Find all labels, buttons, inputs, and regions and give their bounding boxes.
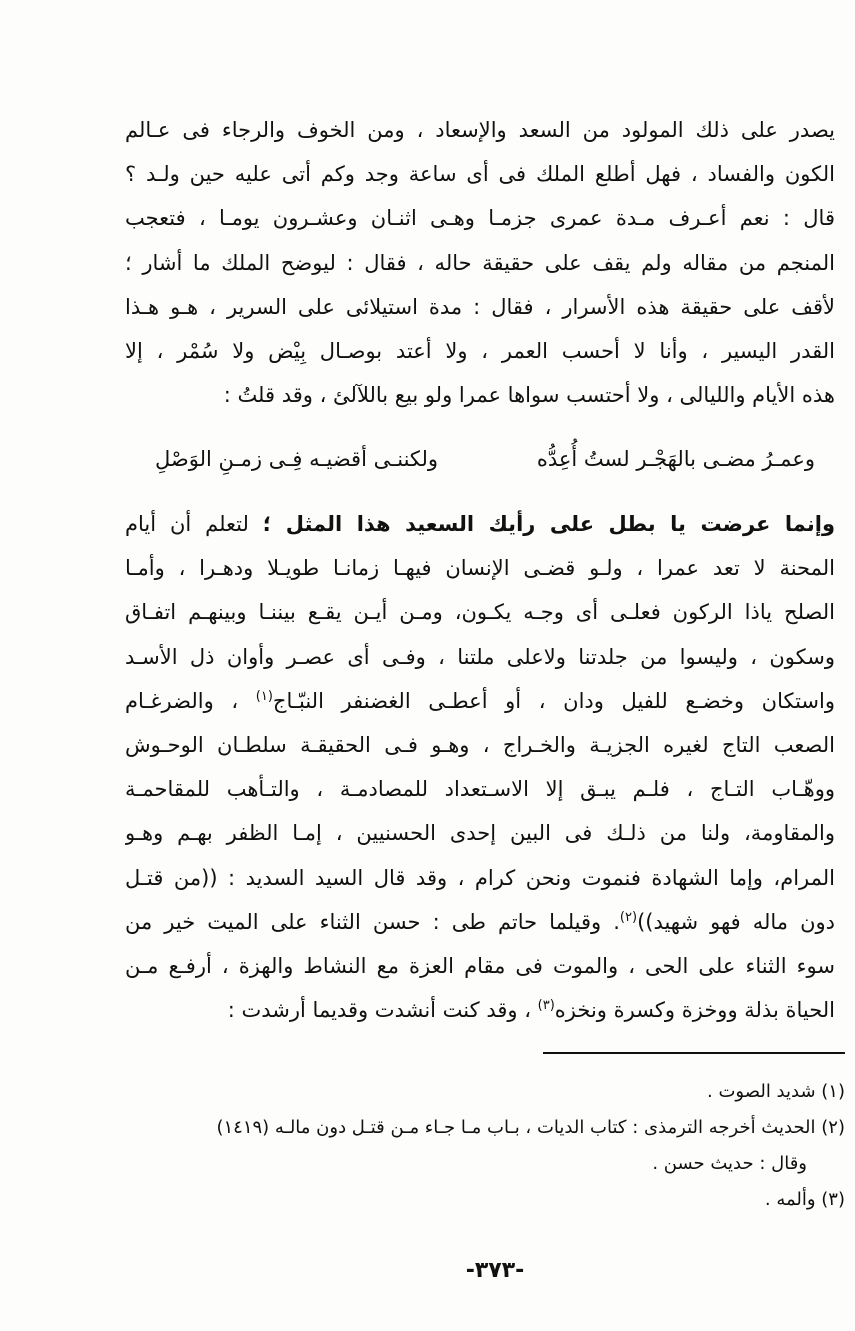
text-fragment: الحياة بذلة ووخزة وكسرة ونخزه: [554, 998, 835, 1023]
text-line: سوء الثناء على الحى ، والموت فى مقام العزة مع النشاط والهزة ، أرفـع مـن: [125, 953, 835, 978]
text-line: [125, 988, 835, 1032]
text-line: وسكون ، وليسوا من جلدتنا ولاعلى ملتنا ، وفـى أى عصـر وأوان ذل الأسـد: [125, 644, 835, 669]
text-line: والمقاومة، ولنا من ذلـك فى البين إحدى الحسنيين ، إمـا الظفر بهـم وهـو: [125, 821, 835, 846]
bold-lead-phrase: وإنما عرضت يا بطل على رأيك السعيد هذا المثل ؛: [262, 512, 835, 536]
text-fragment: ، وقد كنت أنشدت وقديما أرشدت :: [227, 998, 538, 1023]
poem-verse: [155, 437, 815, 481]
text-line: [125, 502, 835, 546]
text-line: هذه الأيام والليالى ، ولا أحتسب سواها عمرا ولو بيع باللآلئ ، وقد قلتُ :: [223, 383, 835, 408]
text-line: لأقف على حقيقة هذه الأسرار ، فقال : مدة استيلائى على السرير ، هـو هـذا: [125, 294, 835, 319]
text-fragment: . وقيلما حاتم طى : حسن الثناء على الميت خير من: [125, 909, 620, 934]
verse-first-hemistich: وعمـرُ مضـى بالهَجْـر لستُ أُعِدُّه: [536, 447, 815, 471]
text-fragment: ، والضرغـام: [125, 688, 256, 713]
page-number: -٣٧٣-: [465, 1258, 525, 1283]
text-line: [125, 900, 835, 944]
text-line: المنجم من مقاله ولم يقف على حقيقة حاله ، فقال : ليوضح الملك ما أشار ؛: [125, 250, 835, 275]
footnote-marker-1[interactable]: (١): [255, 688, 273, 704]
text-line: المحنة لا تعد عمرا ، ولـو قضـى الإنسان فيهـا زمانـا طويـلا ودهـرا ، وأمـا: [125, 556, 835, 581]
footnote-marker-2[interactable]: (٢): [619, 909, 638, 925]
text-line: الكون والفساد ، فهل أطلع الملك فى أى ساعة وجد وكم أتى عليه حين ولـد ؟: [125, 162, 835, 187]
paragraph-2: [125, 502, 835, 1032]
text-fragment: لتعلم أن أيام: [125, 512, 263, 536]
text-line: المرام، وإما الشهادة فنموت ونحن كرام ، وقد قال السيد السديد : ((من قتـل: [125, 865, 835, 890]
text-line: الصعب التاج لغيره الجزيـة والخـراج ، وهـو فـى الحقيقـة سلطـان الوحـوش: [125, 732, 835, 757]
footnote-2: (٢) الحديث أخرجه الترمذى : كتاب الديات ، بـاب مـا جـاء مـن قتـل دون مالـه (١٤١٩): [216, 1117, 845, 1138]
footnote-marker-3[interactable]: (٣): [537, 998, 555, 1014]
footnote-3: (٣) وألمه .: [764, 1189, 845, 1210]
footnote-1: (١) شديد الصوت .: [707, 1081, 845, 1102]
text-line: القدر اليسير ، وأنا لا أحسب العمر ، ولا أعتد بوصـال بِيْض ولا سُمْر ، إلا: [125, 338, 835, 363]
footnotes: [125, 1074, 845, 1218]
text-line: الصلح ياذا الركون فعلـى أى وجـه يكـون، ومـن أيـن يقـع بيننـا وبينهـم اتفـاق: [125, 600, 835, 625]
text-line: ووهّـاب التـاج ، فلـم يبـق إلا الاسـتعداد للمصادمـة ، والتـأهب للمقاحمـة: [125, 777, 835, 802]
text-fragment: واستكان وخضـع للفيل ودان ، أو أعطـى الغضنفر النبّـاج: [272, 688, 835, 713]
text-line: [125, 679, 835, 723]
paragraph-1: [125, 108, 835, 417]
text-line: يصدر على ذلك المولود من السعد والإسعاد ، ومن الخوف والرجاء فى عـالم: [125, 118, 835, 142]
verse-second-hemistich: ولكننـى أقضيـه فِـى زمـنِ الوَصْلِ: [155, 447, 439, 471]
text-line: قال : نعم أعـرف مـدة عمرى جزمـا وهـى اثنـان وعشـرون يومـا ، فتعجب: [125, 206, 835, 231]
footnote-2-continuation: وقال : حديث حسن .: [652, 1153, 807, 1174]
footnote-divider: [543, 1052, 845, 1054]
text-fragment: دون ماله فهو شهيد)): [637, 909, 835, 934]
